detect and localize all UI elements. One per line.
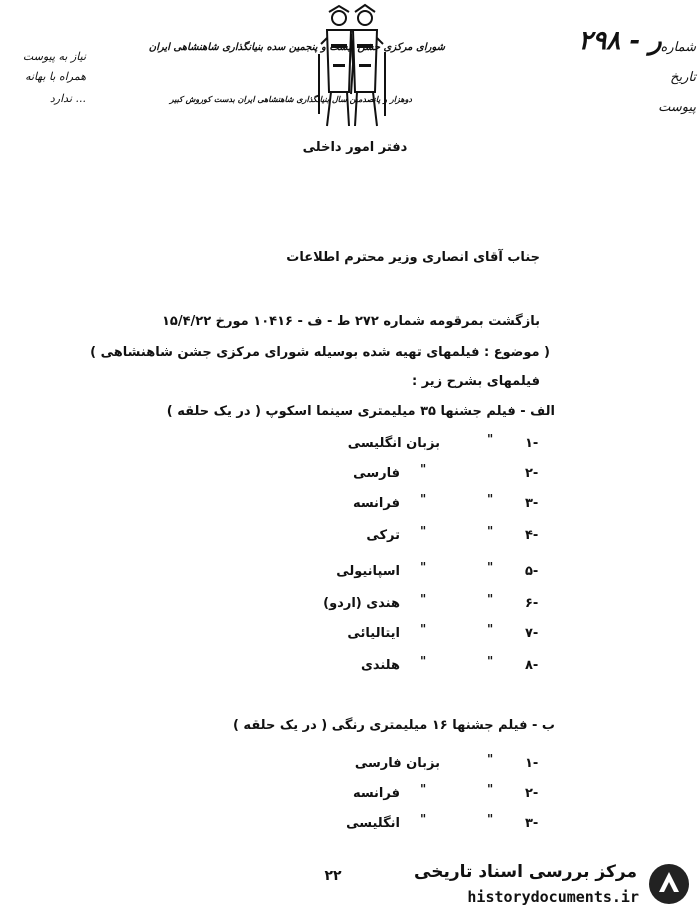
item-number: ۲- xyxy=(525,466,539,481)
item-number: ۶- xyxy=(525,596,539,611)
ditto-mark: " xyxy=(420,622,427,636)
addressee-line: جناب آقای انصاری وزیر محترم اطلاعات xyxy=(286,250,540,265)
item-number: ۱- xyxy=(525,436,539,451)
list-item xyxy=(300,524,550,548)
reference-line: بازگشت بمرقومه شماره ۲۷۲ ط - ف - ۱۰۴۱۶ مورخ ۱۵/۴/۲۲ xyxy=(161,314,540,329)
ditto-mark: " xyxy=(420,782,427,796)
item-number: ۳- xyxy=(525,816,539,831)
item-number: ۴- xyxy=(525,528,539,543)
item-number: ۵- xyxy=(525,564,539,579)
letter-number-label: شماره xyxy=(660,40,696,55)
section-a-heading: الف - فیلم جشنها ۳۵ میلیمتری سینما اسکوپ ( در یک حلقه ) xyxy=(166,404,555,419)
ditto-mark: " xyxy=(420,560,427,574)
marginal-note-line: ... ندارد xyxy=(49,92,86,105)
watermark xyxy=(415,858,695,913)
section-b-heading: ب - فیلم جشنها ۱۶ میلیمتری رنگی ( در یک حلقه ) xyxy=(232,718,555,733)
watermark-logo-icon xyxy=(647,862,691,906)
item-label: اسپانیولی xyxy=(336,564,400,579)
item-label: انگلیسی xyxy=(346,816,400,831)
ditto-mark: " xyxy=(420,524,427,538)
item-label: ترکی xyxy=(366,528,400,543)
list-item xyxy=(300,622,550,646)
marginal-note-line: نیاز به پیوست xyxy=(22,50,86,63)
item-label: هلندی xyxy=(360,658,400,673)
org-subtitle-line: دوهزار و پانصدمین سال بنیانگذاری شاهنشاهی ایران بدست کوروش کبیر xyxy=(169,94,412,104)
ditto-mark: " xyxy=(487,752,494,766)
attachment-label: پیوست xyxy=(658,100,696,115)
ditto-mark: " xyxy=(420,462,427,476)
ditto-mark: " xyxy=(420,812,427,826)
ditto-mark: " xyxy=(420,592,427,606)
subject-line: ( موضوع : فیلمهای تهیه شده بوسیله شورای مرکزی جشن شاهنشاهی ) xyxy=(90,345,550,360)
ditto-mark: " xyxy=(487,592,494,606)
office-title: دفتر امور داخلی xyxy=(302,140,408,155)
list-item xyxy=(300,492,550,516)
org-name-line: شورای مرکزی جشن بیست و پنجمین سده بنیانگذاری شاهنشاهی ایران xyxy=(148,42,445,53)
item-number: ۱- xyxy=(525,756,539,771)
item-number: ۷- xyxy=(525,626,539,641)
watermark-url: historydocuments.ir xyxy=(467,888,639,906)
item-label: فرانسه xyxy=(352,496,400,511)
list-item xyxy=(300,752,550,776)
page-number: ۲۲ xyxy=(324,868,342,884)
item-label: فارسی xyxy=(353,466,400,481)
intro-line: فیلمهای بشرح زیر : xyxy=(411,374,540,389)
ditto-mark: " xyxy=(420,654,427,668)
list-item xyxy=(300,592,550,616)
item-label: هندی (اردو) xyxy=(323,596,400,611)
ditto-mark: " xyxy=(420,492,427,506)
marginal-note-line: همراه با بهانه xyxy=(25,70,86,83)
ditto-mark: " xyxy=(487,432,494,446)
letter-number-value: ر - ۲۹۸ xyxy=(578,26,662,56)
item-label: ایتالیائی xyxy=(347,626,400,641)
item-label: بزبان فارسی xyxy=(354,756,440,771)
ditto-mark: " xyxy=(487,654,494,668)
ditto-mark: " xyxy=(487,782,494,796)
watermark-title: مرکز بررسی اسناد تاریخی xyxy=(414,862,637,882)
list-item xyxy=(300,432,550,456)
list-item xyxy=(300,560,550,584)
item-number: ۲- xyxy=(525,786,539,801)
emblem-icon xyxy=(313,4,391,130)
item-label: فرانسه xyxy=(352,786,400,801)
ditto-mark: " xyxy=(487,524,494,538)
list-item xyxy=(300,654,550,678)
list-item xyxy=(300,462,550,486)
ditto-mark: " xyxy=(487,492,494,506)
item-number: ۳- xyxy=(525,496,539,511)
ditto-mark: " xyxy=(487,560,494,574)
item-label: بزبان انگلیسی xyxy=(347,436,440,451)
list-item xyxy=(300,782,550,806)
date-label: تاریخ xyxy=(670,70,696,85)
item-number: ۸- xyxy=(525,658,539,673)
list-item xyxy=(300,812,550,836)
ditto-mark: " xyxy=(487,812,494,826)
ditto-mark: " xyxy=(487,622,494,636)
